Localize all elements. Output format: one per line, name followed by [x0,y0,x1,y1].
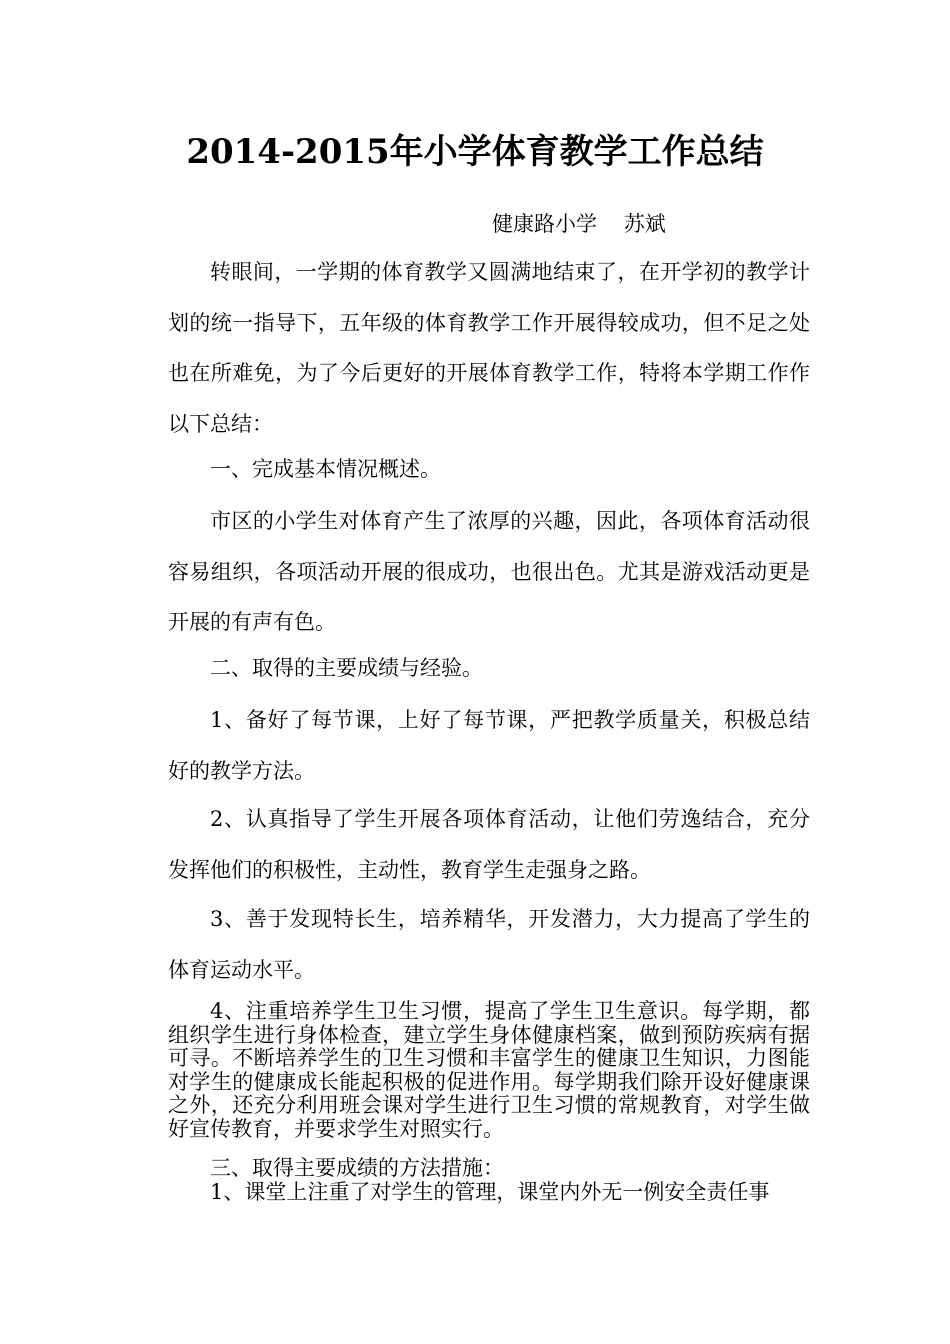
heading-section-1: 一、完成基本情况概述。 [210,457,441,481]
paragraph-item-4: 4、注重培养学生卫生习惯，提高了学生卫生意识。每学期，都组织学生进行身体检查，建立学生身体健康档案，做到预防疾病有据可寻。不断培养学生的卫生习惯和丰富学生的健康卫生知识，力图能对学生的健康成长能起积极的促进作用。每学期我们除开设好健康课之外，还充分利用班会课对学生进行卫生习惯的常规教育，对学生做好宣传教育，并要求学生对照实行。 [168,999,810,1141]
paragraph-item-2: 2、认真指导了学生开展各项体育活动，让他们劳逸结合，充分发挥他们的积极性，主动性，教育学生走强身之路。 [168,807,810,882]
document-title: 2014-2015年小学体育教学工作总结 [186,132,764,172]
paragraph-measure-1: 1、课堂上注重了对学生的管理，课堂内外无一例安全责任事 [210,1180,770,1204]
heading-section-3: 三、取得主要成绩的方法措施： [210,1156,504,1180]
author-line: 健康路小学 苏斌 [492,212,666,236]
paragraph-item-1: 1、备好了每节课，上好了每节课，严把教学质量关，积极总结好的教学方法。 [168,708,810,783]
paragraph-intro: 转眼间，一学期的体育教学又圆满地结束了，在开学初的教学计划的统一指导下，五年级的体育教学工作开展得较成功，但不足之处也在所难免，为了今后更好的开展体育教学工作，特将本学期工作作以下总结： [168,260,810,436]
paragraph-item-3: 3、善于发现特长生，培养精华，开发潜力，大力提高了学生的体育运动水平。 [168,907,810,982]
paragraph-overview: 市区的小学生对体育产生了浓厚的兴趣，因此，各项体育活动很容易组织，各项活动开展的很成功，也很出色。尤其是游戏活动更是开展的有声有色。 [168,509,810,634]
heading-section-2: 二、取得的主要成绩与经验。 [210,656,483,680]
